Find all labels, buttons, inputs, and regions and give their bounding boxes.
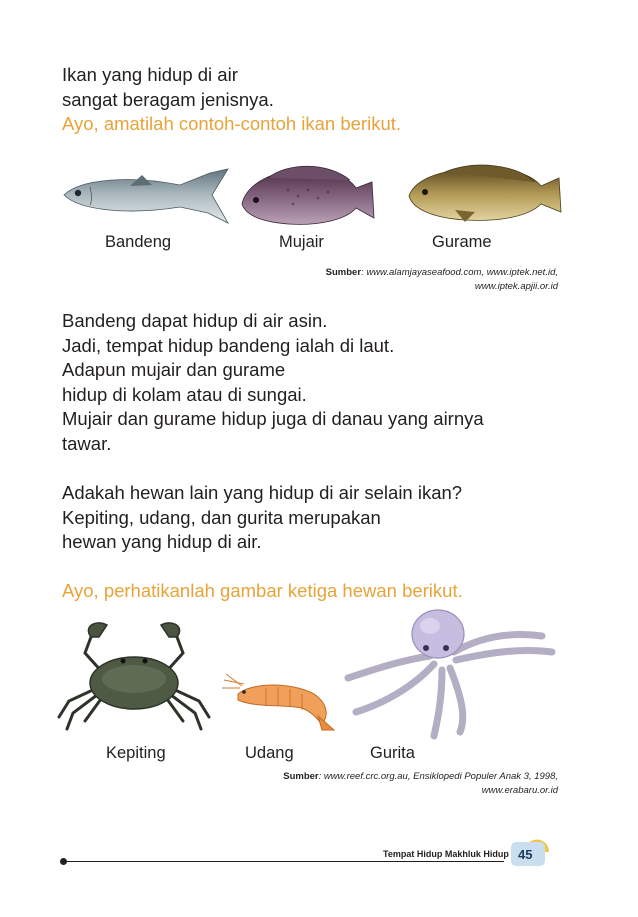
animals-source bbox=[283, 770, 558, 798]
caption-gurita: Gurita bbox=[370, 744, 415, 762]
footer-chapter-title: Tempat Hidup Makhluk Hidup bbox=[383, 849, 509, 859]
paragraph-line: Jadi, tempat hidup bandeng ialah di laut. bbox=[62, 334, 395, 356]
source-text: www.iptek.apjii.or.id bbox=[474, 281, 558, 292]
paragraph-line: Mujair dan gurame hidup juga di danau yang airnya bbox=[62, 408, 484, 429]
mujair-image bbox=[238, 160, 376, 230]
source-text: www.erabaru.or.id bbox=[481, 785, 558, 796]
footer-divider bbox=[64, 861, 504, 862]
bandeng-image bbox=[60, 165, 230, 227]
gurame-image bbox=[405, 160, 563, 225]
gurita-image bbox=[342, 608, 558, 740]
udang-image bbox=[222, 672, 340, 734]
paragraph-line: Adapun mujair dan gurame bbox=[62, 359, 286, 380]
caption-kepiting: Kepiting bbox=[106, 744, 166, 762]
other-animals-paragraph bbox=[62, 481, 462, 555]
paragraph-line: Adakah hewan lain yang hidup di air selain ikan? bbox=[62, 482, 463, 503]
kepiting-image bbox=[55, 617, 213, 732]
intro-line: Ikan yang hidup di air bbox=[62, 64, 238, 85]
source-label: Sumber bbox=[325, 267, 362, 278]
bandeng-paragraph bbox=[62, 309, 484, 456]
intro-instruction: Ayo, amatilah contoh-contoh ikan berikut. bbox=[62, 113, 402, 134]
caption-mujair: Mujair bbox=[279, 233, 324, 251]
source-text: : www.reef.crc.org.au, Ensiklopedi Populer Anak 3, 1998, bbox=[318, 771, 558, 782]
caption-udang: Udang bbox=[245, 744, 294, 762]
page-number: 45 bbox=[518, 847, 533, 862]
paragraph-line: hewan yang hidup di air. bbox=[62, 531, 262, 552]
animals-instruction bbox=[62, 579, 463, 604]
paragraph-line: Ayo, perhatikanlah gambar ketiga hewan berikut. bbox=[62, 580, 463, 601]
paragraph-line: Kepiting, udang, dan gurita merupakan bbox=[62, 506, 381, 528]
source-text: : www.alamjayaseafood.com, www.iptek.net.id, bbox=[361, 267, 558, 278]
paragraph-line: hidup di kolam atau di sungai. bbox=[62, 383, 307, 405]
caption-bandeng: Bandeng bbox=[105, 233, 172, 251]
paragraph-line: Bandeng dapat hidup di air asin. bbox=[62, 310, 328, 331]
intro-line: sangat beragam jenisnya. bbox=[62, 88, 274, 110]
source-label: Sumber bbox=[283, 771, 319, 782]
intro-paragraph bbox=[62, 63, 401, 137]
caption-gurame: Gurame bbox=[432, 233, 492, 251]
paragraph-line: tawar. bbox=[62, 432, 112, 454]
fish-source bbox=[326, 266, 558, 294]
